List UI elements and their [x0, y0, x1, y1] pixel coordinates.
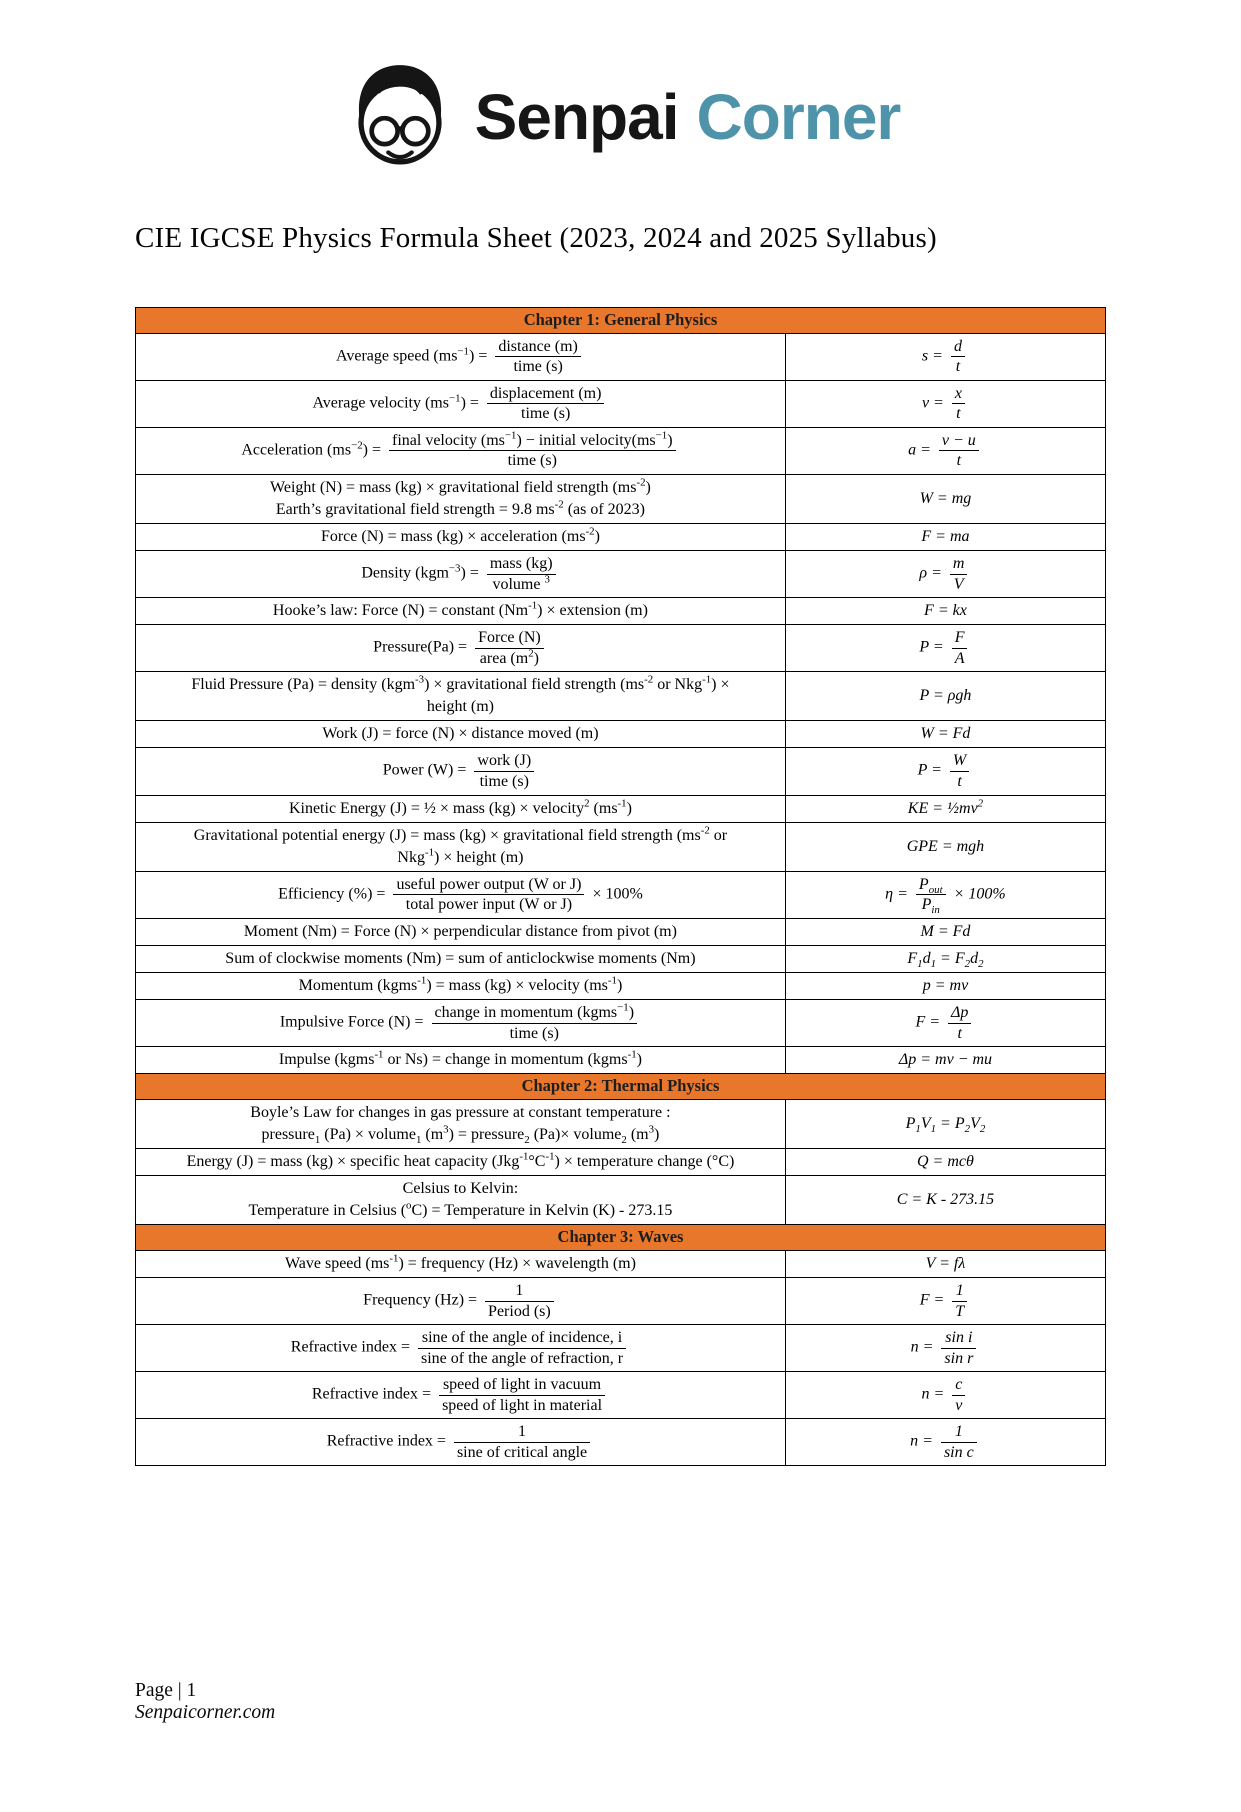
fraction-numerator: v − u [939, 431, 979, 452]
formula-description: Pressure(Pa) = $\frac{\text{Force (N)}}{area (m^2)}$ [136, 625, 786, 672]
fraction-denominator: T [955, 1302, 965, 1320]
fraction-numerator: x [952, 384, 965, 405]
fraction-denominator: t [956, 452, 962, 470]
fraction [952, 1281, 967, 1321]
formula-expression: P = $\frac{F}{A}$ [785, 625, 1105, 672]
fraction [950, 554, 968, 594]
fraction-denominator: Period (s) [488, 1302, 551, 1320]
formula-description: Refractive index = $\frac{1}{\text{sine of critical angle}}$ [136, 1419, 786, 1466]
fraction [948, 1003, 971, 1043]
formula-description: Average velocity $(ms^{-1})$ = $\frac{\text{displacement (m)}}{\text{time (s)}}$ [136, 380, 786, 427]
fraction-denominator: v [955, 1396, 963, 1414]
formula-table-body [136, 308, 1106, 1466]
formula-expression: W = Fd [785, 721, 1105, 748]
chapter-header-row [136, 1074, 1106, 1100]
fraction-numerator: sin i [941, 1328, 976, 1349]
formula-expression: F = $\frac{\Delta p}{t}$ [785, 1000, 1105, 1047]
fraction-denominator: sin r [944, 1349, 974, 1367]
chapter-header-row [136, 308, 1106, 334]
fraction [432, 1003, 638, 1043]
formula-expression: a = $\frac{v - u}{t}$ [785, 427, 1105, 474]
formula-description: Force (N) = mass (kg) × acceleration $(ms^{-2})$ [136, 524, 786, 551]
formula-description: Density (kgm$^{-3}$) = $\frac{\text{mass (kg)}}{volume ^3}$ [136, 551, 786, 598]
formula-row [136, 1176, 1106, 1225]
fraction [916, 875, 946, 915]
formula-description: Celsius to Kelvin: Temperature in Celsius ($^o$C) = Temperature in Kelvin (K) - 273.15 [136, 1176, 786, 1225]
formula-expression: n = $\frac{c}{v}$ [785, 1372, 1105, 1419]
fraction [952, 1375, 965, 1415]
formula-row [136, 918, 1106, 945]
formula-expression: Q = mcθ [785, 1149, 1105, 1176]
formula-row [136, 795, 1106, 822]
fraction-numerator: sine of the angle of incidence, i [418, 1328, 626, 1349]
formula-expression: C = K - 273.15 [785, 1176, 1105, 1225]
fraction [941, 1328, 976, 1368]
formula-description: Sum of clockwise moments (Nm) = sum of anticlockwise moments (Nm) [136, 945, 786, 972]
footer [135, 1680, 275, 1724]
fraction-denominator: $P_{in}$ [921, 896, 940, 917]
formula-table [135, 307, 1106, 1466]
fraction [454, 1422, 590, 1462]
fraction [487, 384, 605, 424]
fraction-denominator: speed of light in material [442, 1396, 603, 1414]
formula-expression: Δp = mv − mu [785, 1047, 1105, 1074]
formula-row [136, 721, 1106, 748]
formula-row [136, 551, 1106, 598]
formula-description: Weight (N) = mass (kg) × gravitational field strength $(ms^{-2})$ Earth’s gravitational field strength = 9.8 $ms^{-2}$ (as of 2023) [136, 474, 786, 523]
fraction [474, 751, 534, 791]
formula-row [136, 945, 1106, 972]
fraction [951, 337, 965, 377]
fraction-numerator: 1 [485, 1281, 554, 1302]
formula-row [136, 427, 1106, 474]
formula-row [136, 1047, 1106, 1074]
formula-expression: $P_1V_1 = P_2V_2$ [785, 1099, 1105, 1148]
fraction-numerator: 1 [952, 1281, 967, 1302]
fraction-denominator: area $(m^2)$ [479, 647, 539, 667]
fraction-numerator: F [952, 628, 968, 649]
fraction-numerator: distance (m) [495, 337, 581, 358]
formula-expression: KE = $\frac{1}{2}mv^2$ [785, 795, 1105, 822]
fraction-denominator: time (s) [513, 358, 563, 376]
formula-expression: v = $\frac{x}{t}$ [785, 380, 1105, 427]
formula-expression: P = ρgh [785, 672, 1105, 721]
formula-row [136, 380, 1106, 427]
brand-wordmark [474, 81, 901, 153]
logo [0, 58, 1241, 176]
fraction [952, 384, 965, 424]
formula-row [136, 333, 1106, 380]
fraction [439, 1375, 605, 1415]
fraction [418, 1328, 626, 1368]
formula-expression: $F_1d_1 = F_2d_2$ [785, 945, 1105, 972]
formula-row [136, 1099, 1106, 1148]
formula-expression: n = $\frac{1}{\text{sin c}}$ [785, 1419, 1105, 1466]
formula-description: Hooke’s law: Force (N) = constant $(Nm^{-1})$ × extension (m) [136, 598, 786, 625]
fraction-denominator: t [957, 772, 962, 790]
fraction-numerator: $P_{out}$ [916, 875, 946, 896]
formula-description: Kinetic Energy (J) = ½ × mass (kg) × velocity$^2$ $(ms^{-1})$ [136, 795, 786, 822]
fraction-denominator: sin c [943, 1443, 974, 1461]
fraction-denominator: volume $^3$ [492, 573, 550, 593]
fraction-denominator: time (s) [521, 405, 571, 423]
formula-row [136, 524, 1106, 551]
fraction [475, 628, 544, 668]
fraction-numerator: work (J) [474, 751, 534, 772]
formula-description: Gravitational potential energy (J) = mass (kg) × gravitational field strength ($ms^{-2}$ or Nkg$^{-1}$) × height (m) [136, 822, 786, 871]
page-number: Page | 1 [135, 1680, 197, 1701]
fraction-numerator: useful power output (W or J) [393, 875, 584, 896]
formula-row [136, 1000, 1106, 1047]
fraction-denominator: sine of the angle of refraction, r [420, 1349, 624, 1367]
formula-expression: n = $\frac{\text{sin i}}{\text{sin r}}$ [785, 1325, 1105, 1372]
fraction-numerator: c [952, 1375, 965, 1396]
brand-second: Corner [696, 81, 901, 153]
formula-expression: GPE = mgh [785, 822, 1105, 871]
formula-description: Fluid Pressure (Pa) = density (kgm$^{-3}$) × gravitational field strength ($ms^{-2}$ or Nkg$^{-1}$) × height (m) [136, 672, 786, 721]
formula-description: Boyle’s Law for changes in gas pressure at constant temperature : pressure$_1$ (Pa) × volume$_1$ $(m^3)$ = pressure$_2$ (Pa)× volume$_2$ $(m^3)$ [136, 1099, 786, 1148]
chapter-header: Chapter 1: General Physics [136, 308, 1106, 334]
senpai-mascot-icon [341, 58, 459, 176]
formula-row [136, 1149, 1106, 1176]
formula-description: Average speed $(ms^{-1})$ = $\frac{\text{distance (m)}}{\text{time (s)}}$ [136, 333, 786, 380]
fraction [941, 1422, 977, 1462]
fraction-numerator: change in momentum (kgms$^{-1}$) [432, 1003, 638, 1024]
formula-expression: F = kx [785, 598, 1105, 625]
fraction-numerator: 1 [941, 1422, 977, 1443]
formula-expression: F = ma [785, 524, 1105, 551]
formula-row [136, 1251, 1106, 1278]
formula-row [136, 1325, 1106, 1372]
formula-expression: F = $\frac{1}{T}$ [785, 1278, 1105, 1325]
fraction [485, 1281, 554, 1321]
chapter-header-row [136, 1225, 1106, 1251]
formula-description: Impulse (kgms$^{-1}$ or Ns) = change in momentum (kgms$^{-1}$) [136, 1047, 786, 1074]
formula-row [136, 822, 1106, 871]
chapter-header: Chapter 2: Thermal Physics [136, 1074, 1106, 1100]
fraction-denominator: t [955, 358, 961, 376]
formula-row [136, 625, 1106, 672]
formula-expression: M = Fd [785, 918, 1105, 945]
site-name: Senpaicorner.com [135, 1702, 276, 1723]
formula-row [136, 1372, 1106, 1419]
fraction [393, 875, 584, 915]
formula-row [136, 748, 1106, 795]
formula-description: Frequency (Hz) = $\frac{1}{\text{Period (s)}}$ [136, 1278, 786, 1325]
formula-expression: p = mv [785, 972, 1105, 999]
fraction-denominator: time (s) [509, 1024, 559, 1042]
fraction-numerator: d [951, 337, 965, 358]
formula-expression: W = mg [785, 474, 1105, 523]
fraction [389, 431, 676, 471]
document-page [0, 58, 1241, 1723]
formula-description: Wave speed $(ms^{-1})$ = frequency (Hz) × wavelength (m) [136, 1251, 786, 1278]
formula-expression: P = $\frac{W}{t}$ [785, 748, 1105, 795]
formula-row [136, 598, 1106, 625]
fraction-denominator: A [954, 649, 965, 667]
fraction-denominator: time (s) [507, 452, 557, 470]
formula-description: Moment (Nm) = Force (N) × perpendicular distance from pivot (m) [136, 918, 786, 945]
fraction-denominator: t [956, 405, 961, 423]
fraction [952, 628, 968, 668]
fraction-denominator: sine of critical angle [456, 1443, 588, 1461]
page-title: CIE IGCSE Physics Formula Sheet (2023, 2024 and 2025 Syllabus) [135, 222, 937, 254]
fraction-numerator: speed of light in vacuum [439, 1375, 605, 1396]
fraction-numerator: W [950, 751, 969, 772]
fraction [487, 554, 556, 594]
fraction-numerator: Δp [948, 1003, 971, 1024]
fraction-denominator: t [957, 1024, 962, 1042]
formula-expression: η = $\frac{P_{out}}{P_{in}}$ × 100% [785, 871, 1105, 918]
fraction [495, 337, 581, 377]
fraction-numerator: Force (N) [475, 628, 544, 649]
formula-description: Work (J) = force (N) × distance moved (m) [136, 721, 786, 748]
formula-description: Energy (J) = mass (kg) × specific heat capacity $(Jkg^{-1}^\circ C^{-1})$ × temperature change (°C) [136, 1149, 786, 1176]
formula-row [136, 672, 1106, 721]
brand-first: Senpai [474, 81, 679, 153]
formula-expression: V = fλ [785, 1251, 1105, 1278]
formula-expression: s = $\frac{d}{t}$ [785, 333, 1105, 380]
fraction-denominator: total power input (W or J) [405, 896, 573, 914]
fraction-numerator: 1 [454, 1422, 590, 1443]
formula-row [136, 474, 1106, 523]
fraction-denominator: V [953, 575, 964, 593]
formula-description: Refractive index = $\frac{\text{sine of the angle of incidence, i}}{\text{sine of the angle of refraction, r}}$ [136, 1325, 786, 1372]
formula-row [136, 1419, 1106, 1466]
formula-description: Impulsive Force (N) = $\frac{change in momentum (kgms^{-1})}{\text{time (s)}}$ [136, 1000, 786, 1047]
fraction [939, 431, 979, 471]
formula-row [136, 972, 1106, 999]
fraction [950, 751, 969, 791]
page-content [0, 222, 1241, 1466]
fraction-numerator: final velocity $(ms^{-1})$ − initial $velocity(ms^{-1})$ [389, 431, 676, 452]
fraction-denominator: time (s) [479, 772, 529, 790]
chapter-header: Chapter 3: Waves [136, 1225, 1106, 1251]
formula-row [136, 1278, 1106, 1325]
formula-description: Refractive index = $\frac{\text{speed of light in vacuum}}{\text{speed of light in material}}$ [136, 1372, 786, 1419]
formula-description: Efficiency (%) = $\frac{\text{useful power output (W or J)}}{\text{total power input (W or J)}}$ × 100% [136, 871, 786, 918]
fraction-numerator: m [950, 554, 968, 575]
formula-row [136, 871, 1106, 918]
formula-expression: ρ = $\frac{m}{V}$ [785, 551, 1105, 598]
formula-description: Momentum (kgms$^{-1}$) = mass (kg) × velocity $(ms^{-1})$ [136, 972, 786, 999]
fraction-numerator: displacement (m) [487, 384, 605, 405]
formula-description: Power (W) = $\frac{\text{work (J)}}{\text{time (s)}}$ [136, 748, 786, 795]
formula-description: Acceleration $(ms^{-2})$ = $\frac{final velocity (ms^{-1}) - initial velocity(ms^{-1})}{\text{time (s)}}$ [136, 427, 786, 474]
fraction-numerator: mass (kg) [487, 554, 556, 575]
